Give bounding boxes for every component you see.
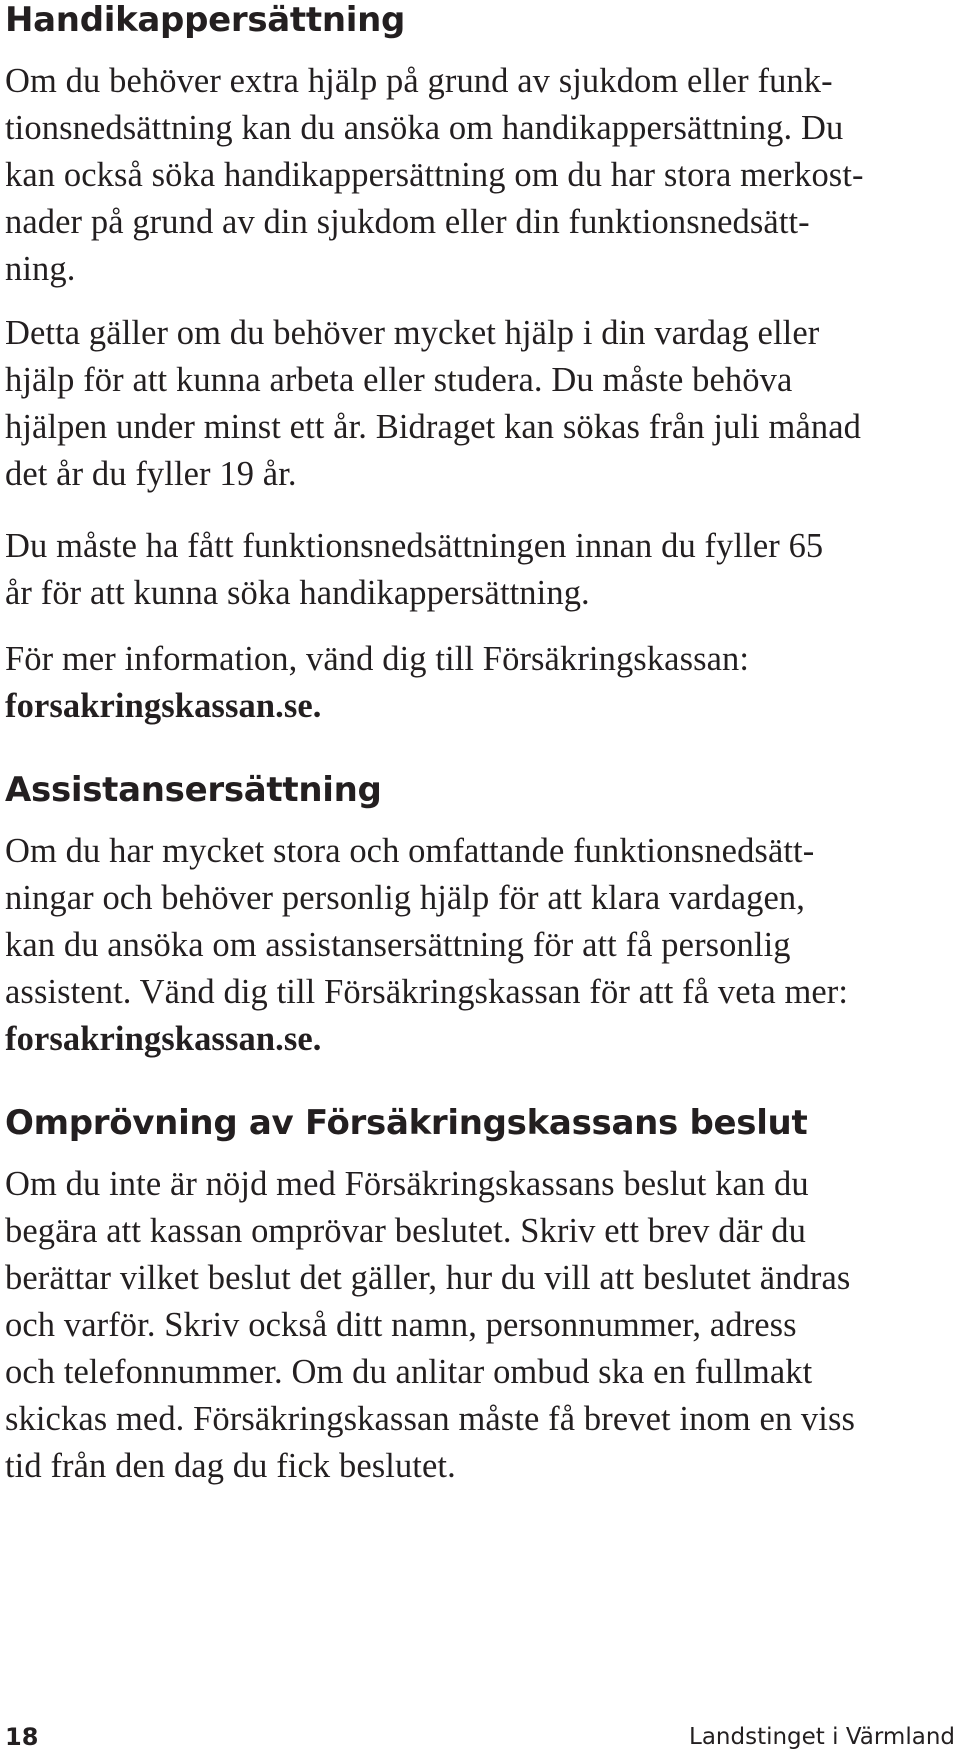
text-line: skickas med. Försäkringskassan måste få brevet inom en viss bbox=[5, 1400, 856, 1438]
text-line: assistent. Vänd dig till Försäkringskassan för att få veta mer: bbox=[5, 973, 849, 1011]
section-heading-handikappersattning: Handikappersättning bbox=[5, 0, 406, 40]
text-line: tid från den dag du fick beslutet. bbox=[5, 1447, 456, 1485]
text-line: Om du behöver extra hjälp på grund av sjukdom eller funk- bbox=[5, 62, 833, 100]
text-line: kan också söka handikappersättning om du har stora merkost- bbox=[5, 156, 864, 194]
text-line: och telefonnummer. Om du anlitar ombud ska en fullmakt bbox=[5, 1353, 813, 1391]
text-line: berättar vilket beslut det gäller, hur du vill att beslutet ändras bbox=[5, 1259, 851, 1297]
text-line: Detta gäller om du behöver mycket hjälp i din vardag eller bbox=[5, 314, 820, 352]
organization-name: Landstinget i Värmland bbox=[689, 1724, 955, 1750]
text-line: hjälpen under minst ett år. Bidraget kan sökas från juli månad bbox=[5, 408, 862, 446]
text-line: tionsnedsättning kan du ansöka om handikappersättning. Du bbox=[5, 109, 844, 147]
text-line: och varför. Skriv också ditt namn, personnummer, adress bbox=[5, 1306, 797, 1344]
page-number: 18 bbox=[5, 1723, 39, 1751]
paragraph bbox=[5, 828, 848, 1063]
text-line: ningar och behöver personlig hjälp för att klara vardagen, bbox=[5, 879, 805, 917]
page-footer bbox=[5, 1722, 955, 1752]
text-line: år för att kunna söka handikappersättning. bbox=[5, 574, 590, 612]
text-line: För mer information, vänd dig till Försäkringskassan: bbox=[5, 640, 750, 678]
forsakringskassan-link[interactable]: forsakringskassan.se. bbox=[5, 1020, 322, 1058]
text-line: Om du har mycket stora och omfattande funktionsnedsätt- bbox=[5, 832, 815, 870]
paragraph bbox=[5, 636, 749, 730]
text-line: kan du ansöka om assistansersättning för att få personlig bbox=[5, 926, 791, 964]
text-line: nader på grund av din sjukdom eller din funktionsnedsätt- bbox=[5, 203, 810, 241]
text-line: Om du inte är nöjd med Försäkringskassans beslut kan du bbox=[5, 1165, 809, 1203]
paragraph bbox=[5, 1161, 855, 1490]
paragraph bbox=[5, 58, 864, 293]
text-line: begära att kassan omprövar beslutet. Skriv ett brev där du bbox=[5, 1212, 806, 1250]
section-heading-omprovning: Omprövning av Försäkringskassans beslut bbox=[5, 1103, 808, 1143]
text-line: Du måste ha fått funktionsnedsättningen innan du fyller 65 bbox=[5, 527, 824, 565]
section-heading-assistansersattning: Assistansersättning bbox=[5, 770, 382, 810]
paragraph bbox=[5, 310, 861, 498]
text-line: hjälp för att kunna arbeta eller studera. Du måste behöva bbox=[5, 361, 793, 399]
text-line: ning. bbox=[5, 250, 76, 288]
paragraph bbox=[5, 523, 823, 617]
text-line: det år du fyller 19 år. bbox=[5, 455, 297, 493]
forsakringskassan-link[interactable]: forsakringskassan.se. bbox=[5, 687, 322, 725]
